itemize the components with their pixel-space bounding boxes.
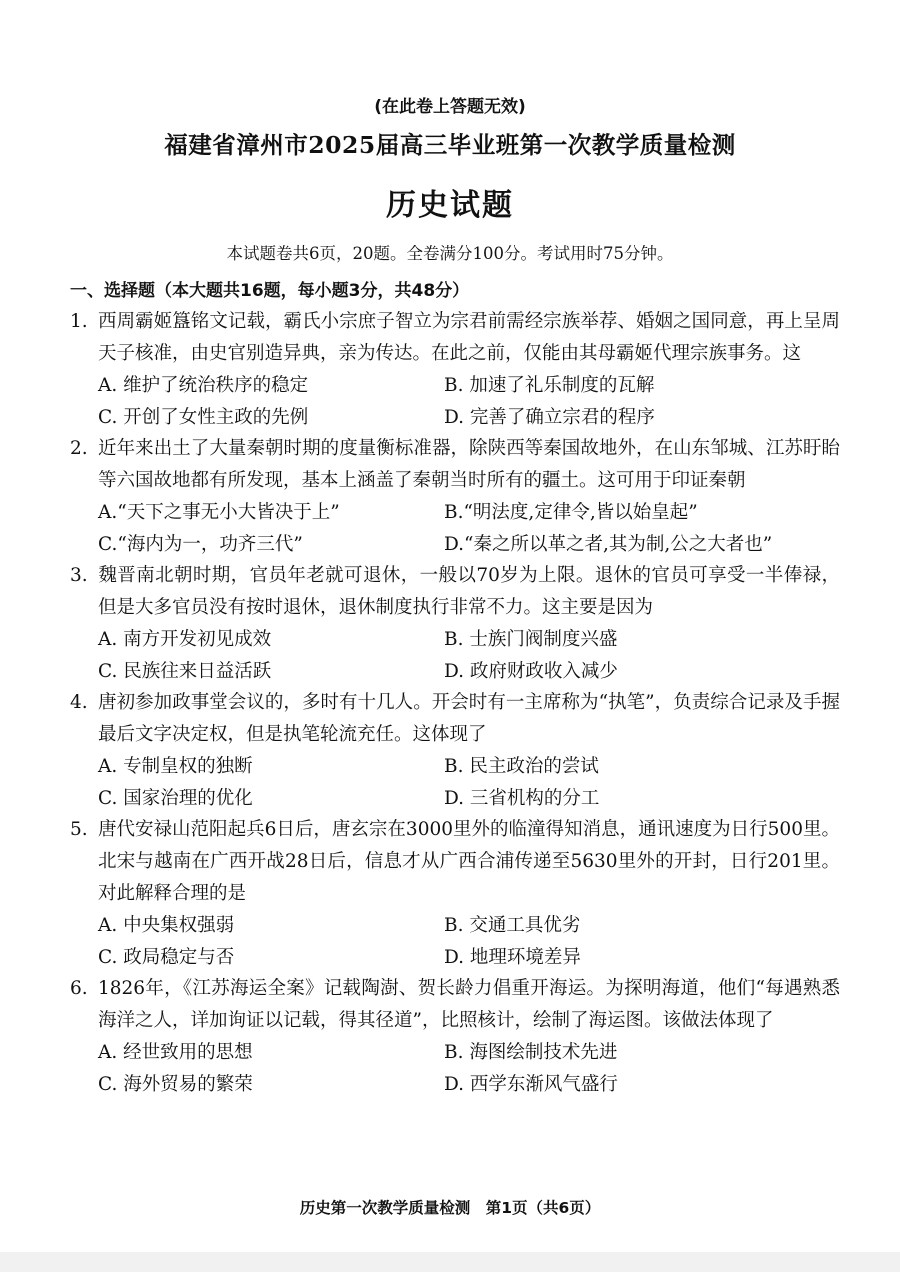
question-number: 3. <box>70 565 88 586</box>
question-stem <box>70 433 840 497</box>
option-d: D. 三省机构的分工 <box>444 787 600 809</box>
exam-info: 本试题卷共6页，20题。全卷满分100分。考试用时75分钟。 <box>226 244 674 263</box>
question-stem <box>70 560 840 624</box>
option-list <box>70 370 840 433</box>
option-d: D. 地理环境差异 <box>444 946 581 968</box>
subject-title: 历史试题 <box>386 188 514 223</box>
question-stem <box>70 973 840 1037</box>
option-b: B. 士族门阀制度兴盛 <box>444 629 618 650</box>
question-text: 近年来出土了大量秦朝时期的度量衡标准器，除陕西等秦国故地外，在山东邹城、江苏盱眙等六国故地都有所发现，基本上涵盖了秦朝当时所有的疆土。这可用于印证秦朝 <box>98 438 840 491</box>
option-a: A. 南方开发初见成效 <box>98 629 272 650</box>
option-d: D. 政府财政收入减少 <box>444 660 618 682</box>
option-c: C. 国家治理的优化 <box>98 787 253 809</box>
question-5 <box>70 814 840 973</box>
question-number: 6. <box>70 978 88 999</box>
option-b: B. 民主政治的尝试 <box>444 756 599 777</box>
option-a: A. 中央集权强弱 <box>98 915 235 936</box>
option-c: C.“海内为一，功齐三代” <box>98 533 303 555</box>
page-footer: 历史第一次教学质量检测 第1页（共6页） <box>299 1199 601 1217</box>
question-text: 西周霸姬簋铭文记载，霸氏小宗庶子智立为宗君前需经宗族举荐、婚姻之国同意，再上呈周天子核准，由史官别造异典，亲为传达。在此之前，仅能由其母霸姬代理宗族事务。这 <box>98 311 840 364</box>
option-list <box>70 497 840 560</box>
option-a: A. 维护了统治秩序的稳定 <box>98 375 309 396</box>
option-list <box>70 910 840 973</box>
question-2 <box>70 433 840 560</box>
question-1 <box>70 306 840 433</box>
option-list <box>70 751 840 814</box>
option-d: D.“秦之所以革之者,其为制,公之大者也” <box>444 533 773 555</box>
option-a: A.“天下之事无小大皆决于上” <box>98 502 340 523</box>
question-text: 1826年，《江苏海运全案》记载陶澍、贺长龄力倡重开海运。为探明海道，他们“每遇熟悉海洋之人，详加询证以记载，得其径道”，比照核计，绘制了海运图。该做法体现了 <box>98 978 840 1031</box>
question-text: 魏晋南北朝时期，官员年老就可退休，一般以70岁为上限。退休的官员可享受一半俸禄，但是大多官员没有按时退休，退休制度执行非常不力。这主要是因为 <box>98 565 840 618</box>
question-number: 5. <box>70 819 88 840</box>
question-number: 4. <box>70 692 88 713</box>
option-b: B. 交通工具优劣 <box>444 915 581 936</box>
exam-title: 福建省漳州市2025届高三毕业班第一次教学质量检测 <box>164 131 736 159</box>
option-a: A. 专制皇权的独断 <box>98 756 253 777</box>
question-stem <box>70 687 840 751</box>
option-d: D. 西学东渐风气盛行 <box>444 1073 618 1095</box>
option-c: C. 开创了女性主政的先例 <box>98 406 309 428</box>
question-4 <box>70 687 840 814</box>
question-3 <box>70 560 840 687</box>
scan-edge-divider <box>0 1252 900 1272</box>
option-b: B. 加速了礼乐制度的瓦解 <box>444 375 655 396</box>
question-number: 2. <box>70 438 88 459</box>
option-d: D. 完善了确立宗君的程序 <box>444 406 655 428</box>
question-list <box>70 306 840 1100</box>
question-stem <box>70 306 840 370</box>
question-text: 唐初参加政事堂会议的，多时有十几人。开会时有一主席称为“执笔”，负责综合记录及手握最后文字决定权，但是执笔轮流充任。这体现了 <box>98 692 840 745</box>
option-b: B. 海图绘制技术先进 <box>444 1042 618 1063</box>
option-c: C. 政局稳定与否 <box>98 946 235 968</box>
option-a: A. 经世致用的思想 <box>98 1042 253 1063</box>
option-list <box>70 1037 840 1100</box>
option-c: C. 海外贸易的繁荣 <box>98 1073 253 1095</box>
option-c: C. 民族往来日益活跃 <box>98 660 272 682</box>
question-text: 唐代安禄山范阳起兵6日后，唐玄宗在3000里外的临潼得知消息，通讯速度为日行500里。北宋与越南在广西开战28日后，信息才从广西合浦传递至5630里外的开封，日行201里。对此解释合理的是 <box>98 819 840 904</box>
section-heading: 一、选择题（本大题共16题，每小题3分，共48分） <box>70 281 470 301</box>
option-b: B.“明法度,定律令,皆以始皇起” <box>444 502 698 523</box>
option-list <box>70 624 840 687</box>
question-stem <box>70 814 840 910</box>
invalid-answer-notice: (在此卷上答题无效) <box>374 97 526 117</box>
question-6 <box>70 973 840 1100</box>
question-number: 1. <box>70 311 88 332</box>
